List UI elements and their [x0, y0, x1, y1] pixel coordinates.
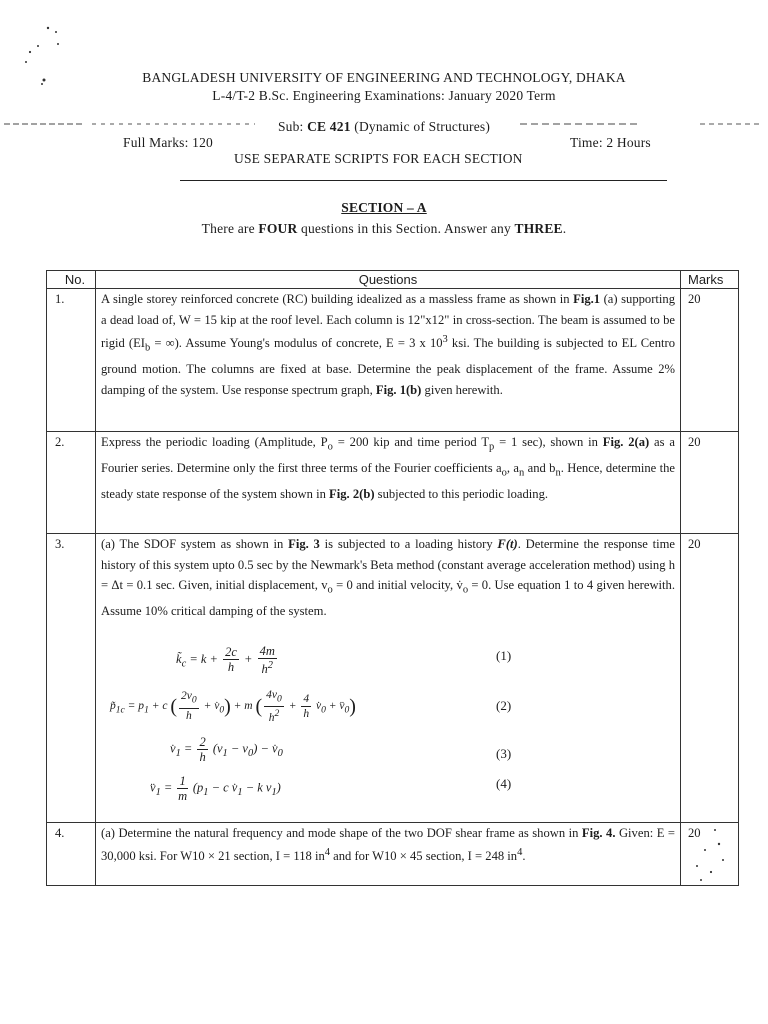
equation-2: $p̃_{1c} = p_1 + c$ ( $\frac{2v_0}{h}$ + $v̇_0) + m$ ( $\frac{4v_0}{h^2}$ + $\frac{4}{h}$ $v̇_0$ + $v̈_0$): [110, 688, 356, 724]
question-3-text: (a) The SDOF system as shown in Fig. 3 is subjected to a loading history F(t). Determine the response time history of this system upto 0.5 sec by the Newmark's Beta method (constant average acceleration method) using h = Δt = 0.1 sec. Given, initial displacement, $v_o = 0$ and initial velocity, $v̇_o = 0$. Use equation 1 to 4 given herewith. Assume 10% critical damping of the system.: [101, 537, 675, 619]
equation-2-number: (2): [496, 697, 512, 713]
question-1-text: A single storey reinforced concrete (RC) building idealized as a massless frame as shown in Fig.1 (a) supporting a dead load of, W = 15 kip at the roof level. Each column is 12"x12" in cross-section. The beam is assumed to be rigid ($EI_b$ = ∞). Assume Young's modulus of concrete, E = 3 x $10^3$ ksi. The building is subjected to EL Centro ground motion. The columns are fixed at base. Determine the peak displacement of the frame. Assume 2% damping of the system. Use response spectrum graph, Fig. 1(b) given herewith.: [101, 292, 676, 397]
col-no: No.: [47, 271, 96, 289]
col-questions: Questions: [96, 271, 681, 289]
exam-title: L-4/T-2 B.Sc. Engineering Examinations: January 2020 Term: [212, 88, 556, 103]
subject-name: (Dynamic of Structures): [350, 119, 491, 134]
instruction: USE SEPARATE SCRIPTS FOR EACH SECTION: [234, 151, 523, 166]
subject-line: Sub: CE 421 (Dynamic of Structures): [277, 119, 491, 134]
question-4-text: (a) Determine the natural frequency and mode shape of the two DOF shear frame as shown in Fig. 4. Given: E = 30,000 ksi. For W10 × 21 section, I = 118 $in^4$ and for W10 × 45 section, I = 248 $in^4$.: [101, 825, 675, 864]
equation-3: $v̇_1$ = $\frac{2}{h}$ $(v_1 - v_0)$ − $v̇_0$: [170, 734, 283, 764]
full-marks: Full Marks: 120: [123, 135, 214, 150]
question-2-text: Express the periodic loading (Amplitude, $P_o = 200$ kip and time period $T_p = 1$ sec), shown in Fig. 2(a) as a Fourier series. Determine only the first three terms of the Fourier coefficients $a_o$, $a_n$ and $b_n$. Hence, determine the steady state response of the system shown in Fig. 2(b) subjected to this periodic loading.: [101, 435, 676, 502]
university-name: BANGLADESH UNIVERSITY OF ENGINEERING AND TECHNOLOGY, DHAKA: [142, 70, 626, 85]
subject-code: CE 421: [307, 119, 351, 134]
question-number: 1.: [47, 289, 96, 432]
equation-3-number: (3): [496, 745, 512, 761]
scan-specks-bottom: [675, 810, 735, 890]
equations: [96, 622, 680, 822]
question-number: 2.: [47, 432, 96, 534]
question-number: 4.: [47, 822, 96, 885]
question-row-2: [47, 432, 739, 534]
question-number: 3.: [47, 534, 96, 823]
questions-table: [46, 270, 739, 886]
equation-4: $v̈_1$ = $\frac{1}{m}$ ($p_1 - c$ $v̇_1 - k$ $v_1$): [150, 773, 281, 803]
question-row-3: [47, 534, 739, 823]
section-intro: There are FOUR questions in this Section. Answer any THREE.: [201, 221, 567, 236]
question-marks: 20: [681, 822, 739, 885]
question-row-1: [47, 289, 739, 432]
col-marks: Marks: [681, 271, 739, 289]
section-title: SECTION – A: [341, 200, 427, 215]
equation-1: $k̃_c = k$ + $\frac{2c}{h}$ + $\frac{4m}{h^2}$: [176, 643, 275, 676]
question-marks: 20: [681, 289, 739, 432]
table-header: [47, 271, 739, 289]
question-marks: 20: [681, 534, 739, 823]
exam-time: Time: 2 Hours: [570, 135, 651, 150]
header-rule: [180, 180, 667, 181]
question-marks: 20: [681, 432, 739, 534]
equation-1-number: (1): [496, 647, 512, 663]
equation-4-number: (4): [496, 775, 512, 791]
question-row-4: [47, 822, 739, 885]
